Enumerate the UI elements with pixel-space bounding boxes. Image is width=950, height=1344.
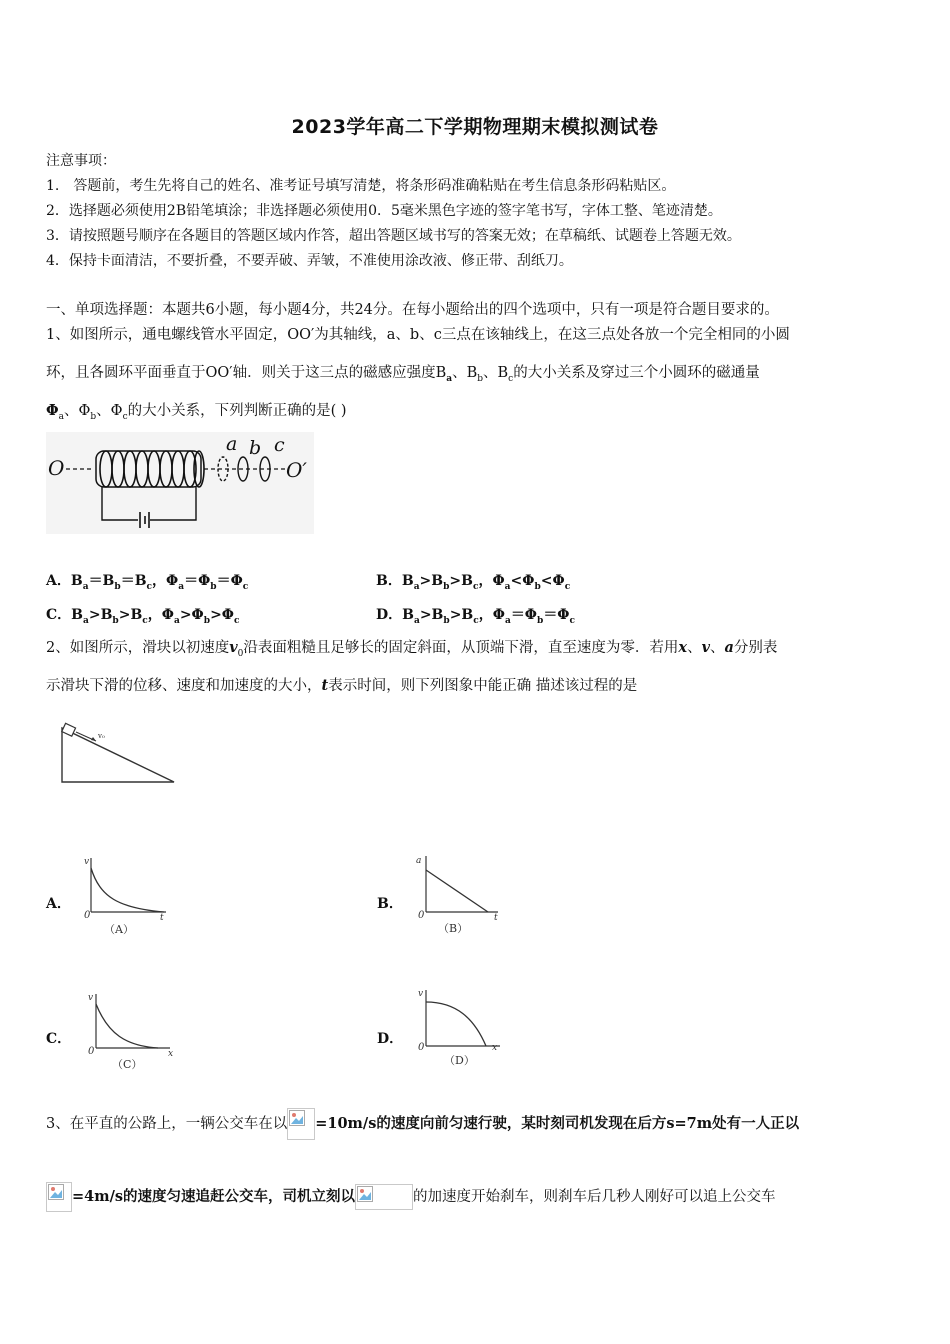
q1-text-line2: 环，且各圆环平面垂直于OO′轴．则关于这三点的磁感应强度$B_a$、$B_b$、$B_c$的大小关系及穿过三个小圆环的磁通量 [46, 365, 760, 384]
q2-option-b-label: B． [377, 896, 403, 912]
graph-a-caption: （A） [104, 923, 134, 936]
graph-a-origin: 0 [84, 910, 91, 921]
q2-option-d-label: D． [377, 1031, 404, 1047]
graph-d-caption: （D） [444, 1054, 475, 1067]
graph-b-origin: 0 [418, 910, 425, 921]
q1-option-c: C．$B_a>B_b>B_c$，$\Phi_a>\Phi_b>\Phi_c$ [46, 607, 240, 626]
q1-text-line1: 1、如图所示，通电螺线管水平固定，OO′为其轴线，a、b、c三点在该轴线上，在这三点处各放一个完全相同的小圆 [46, 327, 790, 343]
notice-item: 2．选择题必须使用2B铅笔填涂；非选择题必须使用0．5毫米黑色字迹的签字笔书写，字体工整、笔迹清楚。 [46, 203, 722, 219]
q1-option-d: D．$B_a>B_b>B_c$，$\Phi_a=\Phi_b=\Phi_c$ [376, 607, 575, 626]
notice-item: 3．请按照题号顺序在各题目的答题区域内作答，超出答题区域书写的答案无效；在草稿纸、试题卷上答题无效。 [46, 228, 741, 244]
graph-a-xlabel: t [160, 913, 164, 923]
broken-image-icon [287, 1108, 315, 1140]
graph-d-origin: 0 [418, 1042, 425, 1053]
graph-b-caption: （B） [438, 922, 469, 935]
graph-b-ylabel: a [416, 856, 422, 866]
label-c: c [274, 434, 285, 456]
q1-option-b: B．$B_a>B_b>B_c$，$\Phi_a<\Phi_b<\Phi_c$ [376, 573, 571, 592]
broken-image-icon [46, 1182, 72, 1212]
q2-text-line1: 2、如图所示，滑块以初速度$v_0$沿表面粗糙且足够长的固定斜面，从顶端下滑，直至速度为零．若用x、v、a分别表 [46, 639, 778, 659]
graph-c-origin: 0 [88, 1046, 95, 1057]
label-a: a [226, 433, 238, 455]
incline-figure [58, 722, 180, 786]
label-Oprime: O′ [286, 458, 307, 482]
q2-text-line2: 示滑块下滑的位移、速度和加速度的大小，t表示时间，则下列图象中能正确 描述该过程的是 [46, 677, 638, 694]
page-title: 2023学年高二下学期物理期末模拟测试卷 [291, 116, 659, 138]
notice-heading: 注意事项： [46, 153, 116, 169]
graph-a-ylabel: v [84, 857, 90, 867]
solenoid-figure [46, 432, 314, 534]
q1-text-line3: $\Phi_a$、$\Phi_b$、$\Phi_c$的大小关系，下列判断正确的是( ) [46, 402, 347, 422]
notice-item: 4．保持卡面清洁，不要折叠，不要弄破、弄皱，不准使用涂改液、修正带、刮纸刀。 [46, 253, 573, 269]
graph-d-ylabel: v [418, 989, 424, 999]
graph-c-ylabel: v [88, 993, 94, 1003]
label-O: O [48, 456, 65, 480]
graph-b [408, 850, 508, 938]
label-b: b [249, 437, 262, 459]
q2-option-c-label: C． [46, 1031, 72, 1047]
notice-item: 1. 答题前，考生先将自己的姓名、准考证号填写清楚，将条形码准确粘贴在考生信息条形码粘贴区。 [46, 178, 676, 194]
graph-c-caption: （C） [112, 1058, 143, 1071]
graph-a [78, 852, 178, 938]
graph-d [410, 984, 510, 1072]
graph-d-xlabel: x [492, 1043, 498, 1053]
section-heading: 一、单项选择题：本题共6小题，每小题4分，共24分。在每小题给出的四个选项中，只有一项是符合题目要求的。 [46, 302, 779, 318]
q1-option-a: A．$B_a=B_b=B_c$，$\Phi_a=\Phi_b=\Phi_c$ [46, 573, 249, 592]
incline-v0-label: v₀ [98, 732, 105, 740]
graph-b-xlabel: t [494, 913, 498, 923]
q3-text-line2: =4m/s的速度匀速追赶公交车，司机立刻以 的加速度开始刹车，则刹车后几秒人刚好可以追上公交车 [46, 1180, 776, 1214]
graph-c-xlabel: x [168, 1049, 174, 1059]
q2-option-a-label: A． [46, 896, 71, 912]
broken-image-icon [355, 1184, 413, 1210]
graph-c [82, 986, 182, 1074]
q3-text-line1: 3、在平直的公路上，一辆公交车在以 =10m/s的速度向前匀速行驶，某时刻司机发现在后方s=7m处有一人正以 [46, 1106, 799, 1142]
